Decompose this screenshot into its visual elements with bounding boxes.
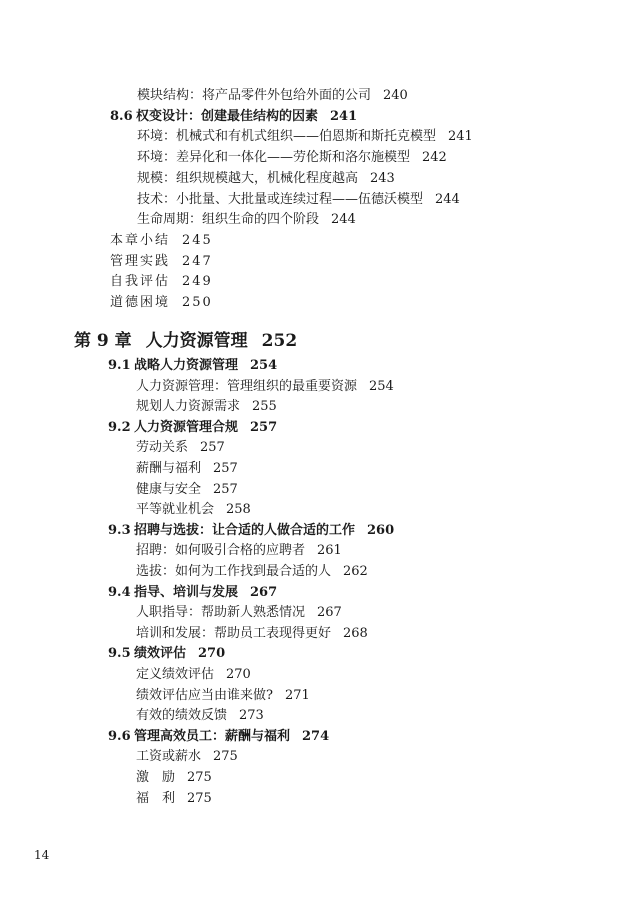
entry-title: 道德困境: [110, 295, 171, 310]
toc-entry: [136, 667, 251, 683]
entry-page: 267: [250, 584, 278, 600]
section-number: 9.6: [108, 728, 131, 744]
toc-entry: [137, 171, 395, 187]
toc-entry: [136, 749, 238, 765]
chapter-label: 第 9 章: [74, 331, 132, 351]
entry-page: 275: [187, 790, 212, 806]
entry-page: 243: [370, 170, 395, 186]
entry-page: 257: [213, 481, 238, 497]
toc-entry: [136, 564, 368, 580]
toc-end-matter: [110, 233, 213, 249]
entry-title: 劳动关系: [136, 440, 189, 456]
toc-section: [108, 523, 394, 539]
entry-page: 250: [182, 295, 213, 310]
entry-page: 242: [422, 150, 447, 166]
entry-title: 招聘：如何吸引合格的应聘者: [136, 543, 306, 559]
entry-title: 工资或薪水: [136, 749, 202, 765]
toc-section: [108, 729, 329, 745]
entry-title: 福 利: [136, 790, 176, 806]
toc-end-matter: [110, 274, 213, 290]
entry-title: 管理实践: [110, 253, 171, 269]
entry-page: 254: [369, 378, 394, 394]
entry-title: 本章小结: [110, 232, 171, 248]
entry-title: 绩效评估: [134, 646, 187, 662]
chapter-page: 252: [261, 331, 298, 351]
entry-page: 270: [226, 667, 251, 682]
entry-page: 247: [182, 253, 213, 269]
entry-title: 技术：小批量、大批量或连续过程——伍德沃模型: [137, 191, 424, 207]
page-number: 14: [34, 848, 50, 862]
entry-title: 人力资源管理：管理组织的最重要资源: [136, 378, 358, 394]
entry-page: 270: [198, 646, 226, 662]
entry-title: 规划人力资源需求: [136, 399, 241, 415]
entry-title: 管理高效员工：薪酬与福利: [134, 728, 291, 744]
toc-entry: [136, 482, 238, 498]
entry-page: 244: [331, 212, 356, 228]
entry-page: 254: [250, 358, 278, 373]
toc-entry: [136, 708, 264, 724]
toc-entry: [137, 88, 408, 104]
entry-title: 模块结构：将产品零件外包给外面的公司: [137, 88, 372, 103]
toc-entry: [136, 379, 394, 395]
section-number: 9.5: [108, 646, 131, 662]
entry-page: 244: [435, 191, 460, 207]
toc-entry: [136, 399, 277, 415]
section-number: 9.1: [108, 358, 131, 373]
toc-entry: [136, 770, 212, 786]
entry-page: 257: [213, 461, 238, 476]
toc-entry: [137, 150, 447, 166]
toc-section: [108, 420, 277, 436]
entry-page: 241: [448, 129, 473, 145]
entry-title: 定义绩效评估: [136, 667, 215, 682]
entry-title: 平等就业机会: [136, 502, 215, 518]
entry-page: 240: [383, 88, 408, 103]
entry-title: 有效的绩效反馈: [136, 708, 228, 724]
section-number: 9.3: [108, 522, 131, 538]
entry-page: 271: [284, 687, 310, 703]
entry-page: 261: [317, 543, 342, 559]
toc-end-matter: [110, 254, 213, 270]
toc-end-matter: [110, 295, 213, 311]
entry-page: 274: [302, 728, 330, 744]
chapter-heading: [74, 326, 297, 351]
entry-page: 257: [200, 440, 225, 456]
toc-entry: [137, 212, 356, 228]
entry-title: 选拔：如何为工作找到最合适的人: [136, 564, 332, 579]
toc-entry: [136, 440, 225, 456]
entry-title: 战略人力资源管理: [134, 358, 239, 373]
entry-page: 245: [182, 232, 213, 248]
toc-entry: [137, 129, 473, 145]
toc-entry: [136, 461, 238, 477]
entry-title: 招聘与选拔：让合适的人做合适的工作: [134, 522, 356, 538]
entry-title: 人职指导：帮助新人熟悉情况: [136, 605, 306, 621]
entry-page: 273: [239, 708, 264, 724]
toc-entry: [136, 626, 368, 642]
entry-title: 规模：组织规模越大，机械化程度越高: [137, 170, 359, 186]
entry-title: 薪酬与福利: [136, 461, 202, 476]
entry-title: 自我评估: [110, 274, 171, 290]
entry-title: 人力资源管理合规: [134, 419, 239, 435]
entry-title: 环境：机械式和有机式组织——伯恩斯和斯托克模型: [137, 129, 437, 145]
section-number: 9.4: [108, 584, 131, 600]
entry-title: 生命周期：组织生命的四个阶段: [137, 212, 320, 228]
entry-page: 255: [252, 399, 277, 415]
section-number: 8.6: [110, 108, 133, 124]
toc-section: [108, 646, 225, 662]
toc-section: [108, 358, 277, 374]
toc-entry: [136, 502, 251, 518]
entry-page: 268: [343, 625, 368, 641]
entry-title: 激 励: [136, 770, 176, 785]
toc-section: [108, 585, 277, 601]
toc-entry: [136, 605, 342, 621]
entry-title: 培训和发展：帮助员工表现得更好: [136, 625, 332, 641]
toc-section: [110, 109, 357, 125]
entry-page: 267: [317, 605, 342, 621]
toc-entry: [136, 791, 212, 807]
entry-page: 260: [367, 522, 395, 538]
chapter-title: 人力资源管理: [145, 331, 248, 351]
entry-title: 健康与安全: [136, 481, 202, 497]
entry-page: 257: [250, 419, 278, 435]
section-number: 9.2: [108, 419, 131, 435]
toc-entry: [137, 192, 460, 208]
entry-title: 环境：差异化和一体化——劳伦斯和洛尔施模型: [137, 150, 411, 166]
entry-page: 275: [213, 749, 238, 765]
entry-page: 241: [330, 108, 358, 124]
entry-title: 指导、培训与发展: [134, 584, 239, 600]
entry-page: 249: [182, 274, 213, 290]
toc-entry: [136, 688, 310, 704]
toc-entry: [136, 543, 342, 559]
entry-title: 权变设计：创建最佳结构的因素: [136, 108, 319, 124]
entry-page: 258: [226, 502, 251, 518]
entry-title: 绩效评估应当由谁来做?: [136, 687, 273, 703]
entry-page: 262: [343, 564, 368, 579]
entry-page: 275: [187, 770, 212, 785]
